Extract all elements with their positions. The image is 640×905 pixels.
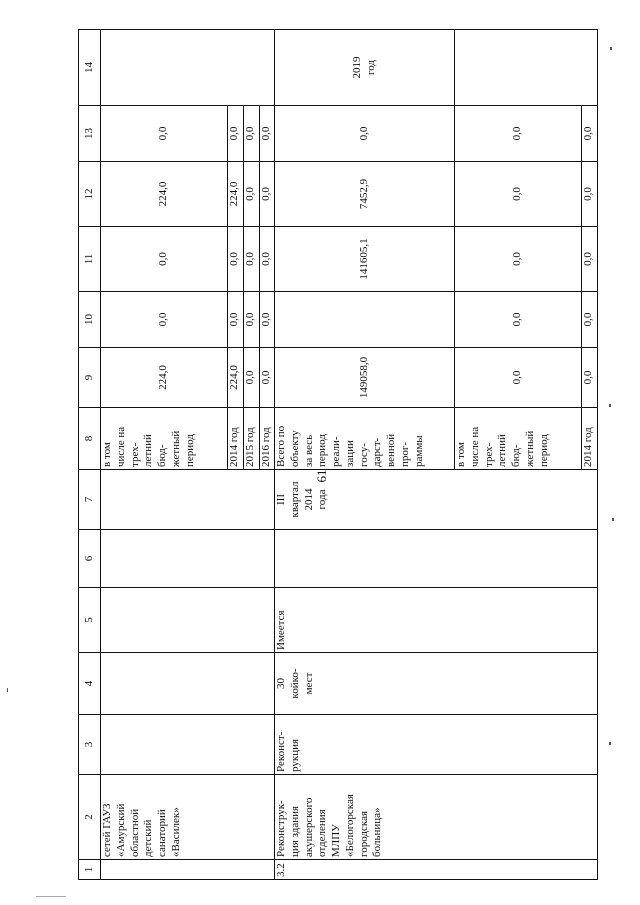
scan-speck [609,404,611,407]
value-cell: 0,0 [455,106,582,162]
value-cell: 0,0 [243,348,259,408]
col-number-14: 14 [79,30,101,106]
value-cell: 0,0 [582,348,598,408]
cell [101,653,275,715]
cell [455,30,598,106]
cell [275,530,598,588]
col-number-13: 13 [79,106,101,162]
table-row [101,30,228,880]
value-cell: 0,0 [259,162,275,227]
col-number-1: 1 [79,860,101,880]
col-number-10: 10 [79,292,101,348]
header-row [79,30,101,880]
value-cell: 0,0 [455,348,582,408]
value-cell: 0,0 [228,106,244,162]
value-cell: 0,0 [455,227,582,292]
value-cell: 0,0 [101,227,228,292]
col-number-9: 9 [79,348,101,408]
cell [101,470,275,530]
object-name-cell: Реконструк- ция здания акушерского отделения МЛПУ «Белогорская городская больница» [275,775,598,860]
value-cell: 0,0 [243,292,259,348]
col-number-2: 2 [79,775,101,860]
rotated-table-block [78,30,598,880]
capacity-cell: 30 койко- мест [275,653,598,715]
value-cell: 0,0 [101,292,228,348]
value-cell: 224,0 [228,162,244,227]
row-number-cell: 3.2 [275,860,598,880]
value-cell: 0,0 [455,162,582,227]
col-number-3: 3 [79,715,101,775]
value-cell: 0,0 [243,106,259,162]
cell [101,588,275,653]
docs-status-cell: Имеется [275,588,598,653]
year-end-cell: 2019 год [275,30,455,106]
col-number-6: 6 [79,530,101,588]
page-number: 61 [314,469,329,483]
value-cell: 149058,0 [275,348,455,408]
year-label-cell: 2015 год [243,408,259,470]
cell [101,715,275,775]
value-cell: 0,0 [101,106,228,162]
year-label-cell: 2014 год [582,408,598,470]
cell [101,860,275,880]
value-cell: 141605,1 [275,227,455,292]
value-cell: 0,0 [243,227,259,292]
year-label-cell: 2016 год [259,408,275,470]
value-cell: 0,0 [455,292,582,348]
value-cell: 0,0 [243,162,259,227]
value-cell: 7452,9 [275,162,455,227]
value-cell: 0,0 [582,227,598,292]
cell [101,30,275,106]
cell [275,292,455,348]
value-cell: 224,0 [228,348,244,408]
year-label-cell: 2014 год [228,408,244,470]
cell [101,530,275,588]
value-cell: 0,0 [582,106,598,162]
scan-speck [7,688,8,692]
period-label-cell: в том числе на трех- летний бюд- жетный период [455,408,582,470]
col-number-5: 5 [79,588,101,653]
value-cell: 0,0 [582,162,598,227]
total-label-cell: Всего по объекту за весь период реали- зации госу- дарст- венной прог- раммы [275,408,455,470]
col-number-8: 8 [79,408,101,470]
work-type-cell: Реконст- рукция [275,715,598,775]
value-cell: 0,0 [582,292,598,348]
value-cell: 0,0 [259,348,275,408]
scan-speck [610,47,612,50]
deadline-cell: III квартал 2014 года [275,470,598,530]
value-cell: 224,0 [101,348,228,408]
col-number-7: 7 [79,470,101,530]
value-cell: 0,0 [259,227,275,292]
program-table [78,29,598,880]
value-cell: 0,0 [259,106,275,162]
value-cell: 0,0 [275,106,455,162]
value-cell: 224,0 [101,162,228,227]
value-cell: 0,0 [228,227,244,292]
table-row [275,30,455,880]
col-number-4: 4 [79,653,101,715]
value-cell: 0,0 [228,292,244,348]
scan-speck [609,742,611,745]
period-label-cell: в том числе на трех- летний бюд- жетный период [101,408,228,470]
col-number-11: 11 [79,227,101,292]
scan-speck [612,518,614,521]
value-cell: 0,0 [259,292,275,348]
col-number-12: 12 [79,162,101,227]
object-name-cell: сетей ГАУЗ «Амурский областной детский санаторий «Василек» [101,775,275,860]
scan-speck [36,896,66,897]
